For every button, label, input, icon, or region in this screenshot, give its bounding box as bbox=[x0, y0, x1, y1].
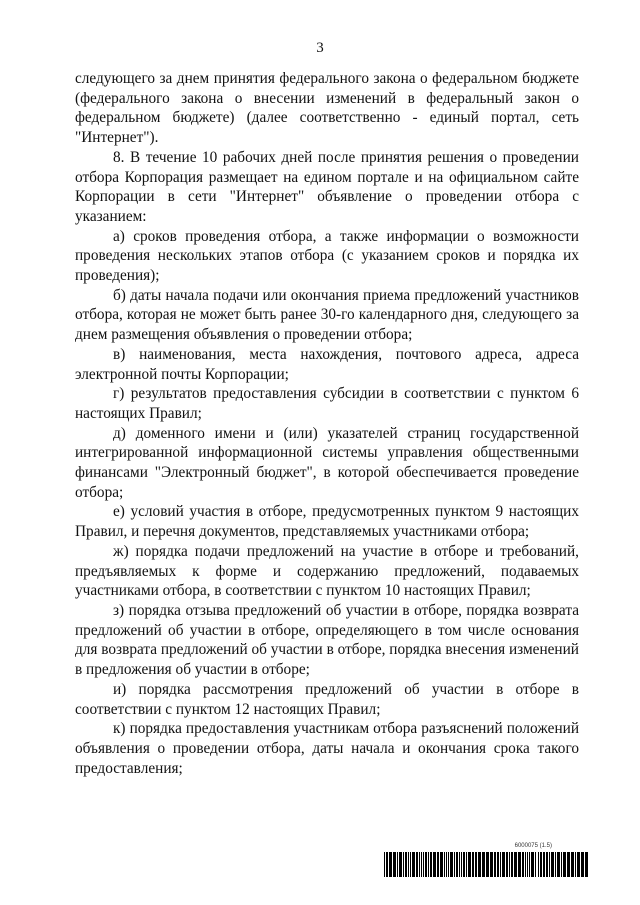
barcode-bar bbox=[511, 852, 513, 877]
barcode-bar bbox=[509, 852, 510, 877]
document-code: 6000075 (1.5) bbox=[514, 843, 552, 849]
barcode-bar bbox=[428, 852, 429, 877]
paragraph: г) результатов предоставления субсидии в соответствии с пунктом 6 настоящих Правил; bbox=[75, 385, 579, 422]
page-number: 3 bbox=[316, 40, 324, 56]
barcode-bar bbox=[567, 852, 570, 877]
barcode-bar bbox=[421, 852, 422, 877]
barcode-bar bbox=[549, 852, 550, 877]
barcode-bar bbox=[486, 852, 489, 877]
barcode-bar bbox=[506, 852, 508, 877]
barcode-bar bbox=[437, 852, 439, 877]
barcode-bar bbox=[585, 852, 588, 877]
barcode-bar bbox=[397, 852, 398, 877]
barcode-bar bbox=[454, 852, 455, 877]
paragraph: д) доменного имени и (или) указателей страниц государственной интегрированной информационной системы управления общественными финансами "Электронный бюджет", в которой обеспечивается проведение отбора; bbox=[75, 424, 579, 501]
barcode-bar bbox=[430, 852, 432, 877]
barcode-bar bbox=[577, 852, 580, 877]
barcode-bar bbox=[546, 852, 548, 877]
barcode-bar bbox=[472, 852, 474, 877]
barcode-bar bbox=[581, 852, 584, 877]
barcode-bar bbox=[525, 852, 526, 877]
barcode-bar bbox=[522, 852, 524, 877]
barcode-bar bbox=[538, 852, 539, 877]
barcode-bar bbox=[425, 852, 427, 877]
paragraph: а) сроков проведения отбора, а также информации о возможности проведения нескольких этапов отбора (с указанием сроков и порядка их проведения); bbox=[75, 227, 579, 285]
barcode-bar bbox=[463, 852, 465, 877]
barcode-bar bbox=[444, 852, 445, 877]
paragraph: и) порядка рассмотрения предложений об участии в отборе в соответствии с пунктом 12 настоящих Правил; bbox=[75, 680, 579, 718]
paragraph: з) порядка отзыва предложений об участии в отборе, порядка возврата предложений об участии в отборе, определяющего в том числе основания для возврата предложений об участии в отборе, порядка внесения изменений в предложения об участии в отборе; bbox=[75, 601, 579, 679]
barcode-bar bbox=[466, 852, 467, 877]
barcode-bar bbox=[543, 852, 545, 877]
barcode-bar bbox=[490, 852, 493, 877]
paragraph: следующего за днем принятия федерального закона о федеральном бюджете (федерального закона о внесении изменений в федеральный закон о федеральном бюджете) (далее соответственно - единый портал, сеть "Интернет"). bbox=[75, 70, 579, 147]
barcode-bar bbox=[468, 852, 471, 877]
barcode-bar bbox=[386, 852, 388, 877]
barcode-bar bbox=[527, 852, 528, 877]
barcode-bar bbox=[399, 852, 402, 877]
barcode-bar bbox=[555, 852, 556, 877]
barcode-bar bbox=[419, 852, 420, 877]
barcode-bar bbox=[450, 852, 453, 877]
barcode-bar bbox=[405, 852, 407, 877]
barcode-bar bbox=[446, 852, 447, 877]
paragraph: к) порядка предоставления участникам отбора разъяснений положений объявления о проведении отбора, даты начала и окончания срока такого предоставления; bbox=[75, 720, 579, 777]
barcode-bar bbox=[423, 852, 424, 877]
barcode-bar bbox=[557, 852, 560, 877]
paragraph: в) наименования, места нахождения, почтового адреса, адреса электронной почты Корпорации; bbox=[75, 345, 579, 383]
barcode-bar bbox=[459, 852, 460, 877]
barcode-bar bbox=[433, 852, 436, 877]
barcode-bar bbox=[482, 852, 485, 877]
barcode-bar bbox=[393, 852, 396, 877]
barcode-bar bbox=[384, 852, 385, 877]
barcode-bar bbox=[412, 852, 415, 877]
barcode-bar bbox=[502, 852, 505, 877]
barcode-bar bbox=[575, 852, 576, 877]
barcode-bar bbox=[440, 852, 443, 877]
paragraph: е) условий участия в отборе, предусмотренных пунктом 9 настоящих Правил, и перечня документов, представляемых участниками отбора; bbox=[75, 503, 579, 541]
document-body bbox=[75, 69, 579, 778]
barcode-image bbox=[384, 852, 588, 877]
barcode-bar bbox=[563, 852, 566, 877]
barcode-bar bbox=[416, 852, 418, 877]
paragraph: 8. В течение 10 рабочих дней после принятия решения о проведении отбора Корпорация размещает на едином портале и на официальном сайте Корпорации в сети "Интернет" объявление о проведении отбора с указанием: bbox=[75, 148, 579, 225]
barcode-bar bbox=[408, 852, 409, 877]
paragraph: б) даты начала подачи или окончания приема предложений участников отбора, которая не может быть ранее 30-го календарного дня, следующего за днем размещения объявления о проведении отбора; bbox=[75, 286, 579, 344]
barcode-bar bbox=[535, 852, 536, 877]
barcode-bar bbox=[478, 852, 481, 877]
barcode-bar bbox=[461, 852, 462, 877]
barcode-bar bbox=[494, 852, 496, 877]
barcode-bar bbox=[561, 852, 562, 877]
barcode-bar bbox=[497, 852, 499, 877]
barcode-bar bbox=[475, 852, 477, 877]
barcode-bar bbox=[518, 852, 521, 877]
barcode-bar bbox=[540, 852, 542, 877]
barcode-bar bbox=[448, 852, 449, 877]
barcode-bar bbox=[531, 852, 534, 877]
barcode-bar bbox=[456, 852, 458, 877]
barcode-bar bbox=[571, 852, 574, 877]
barcode-bar bbox=[500, 852, 501, 877]
barcode-bar bbox=[403, 852, 404, 877]
barcode-bar bbox=[514, 852, 517, 877]
barcode-bar bbox=[529, 852, 530, 877]
barcode-bar bbox=[410, 852, 411, 877]
paragraph: ж) порядка подачи предложений на участие в отборе и требований, предъявляемых к форме и содержанию предложений, подаваемых участниками отбора, в соответствии с пунктом 10 настоящих Правил; bbox=[75, 542, 579, 600]
barcode-bar bbox=[389, 852, 392, 877]
barcode-bar bbox=[551, 852, 554, 877]
